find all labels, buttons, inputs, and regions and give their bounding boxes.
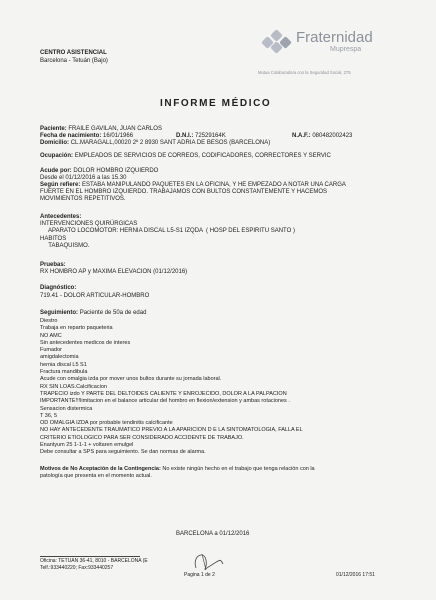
naf-value: 080482002423 <box>312 133 353 139</box>
followup-item: IMPORTANTE!!!limitacion en el balance articular del hombro en flexion/extension y ambas rotaciones . <box>40 398 290 405</box>
followup-item: NO AMC <box>40 332 62 339</box>
footer-divider <box>40 556 140 557</box>
brand-sub: Muprespa <box>330 46 362 53</box>
signature-icon <box>190 548 226 574</box>
address-value: CL.MARAGALL,00020 2º 2 8930 SANT ADRIA DE BESOS (BARCELONA) <box>70 140 271 146</box>
center-title: CENTRO ASISTENCIAL <box>40 50 107 56</box>
brand-name: Fraternidad <box>296 29 373 46</box>
followup-item: Fumador <box>40 347 63 354</box>
followup-item: Sin antecedentes medicos de interes <box>40 339 131 346</box>
occupation-value: EMPLEADOS DE SERVICIOS DE CORREOS, CODIFICADORES, CORRECTORES Y SERVIC <box>74 153 331 159</box>
followup-item: Trabaja en reparto paqueteria <box>40 325 113 332</box>
followup-item: Debe consultar a SPS para seguimiento. Se dan normas de alarma. <box>40 449 206 456</box>
patient-name: FRAILE GAVILAN, JUAN CARLOS <box>68 126 162 132</box>
motive-text-2: patología que presenta en el momento actual. <box>40 473 152 479</box>
footer-office: Oficina: TETUAN 36-41, 8010 - BARCELONA (E <box>40 558 148 564</box>
patient-label: Paciente: <box>40 126 67 132</box>
followup-item: Acude con omalgia izda por mover unos bultos durante su jornada laboral. <box>40 376 222 383</box>
occupation-line <box>40 153 331 160</box>
followup-item: OD OMALGIA IZDA por probable tendinitis calcificante <box>40 420 173 427</box>
refers-text-3: MOVIMIENTOS REPETITIVOS. <box>40 196 126 202</box>
followup-item: RX SIN LOAS.Calcificacion <box>40 383 107 390</box>
antecedent-item: INTERVENCIONES QUIRÚRGICAS <box>40 221 138 227</box>
dni-label: D.N.I.: <box>176 133 194 139</box>
birth-label: Fecha de nacimiento: <box>40 133 102 139</box>
antecedent-item: TABAQUISMO. <box>40 243 90 250</box>
refers-label: Según refiere: <box>40 182 81 188</box>
naf-line <box>292 133 352 140</box>
motive-line <box>40 466 315 473</box>
antecedent-item: APARATO LOCOMOTOR: HERNIA DISCAL L5-S1 IZQDA ( HOSP DEL ESPIRITU SANTO ) <box>40 228 295 235</box>
followup-item: CRITERIO ETIOLOGICO PARA SER CONSIDERADO ACCIDENTE DE TRABAJO. <box>40 434 244 441</box>
antecedents-label: Antecedentes: <box>40 214 82 220</box>
motive-text-1: No existe ningún hecho en el trabajo que tenga relación con la <box>162 466 315 472</box>
antecedents-list <box>40 221 295 251</box>
reason-value: DOLOR HOMBRO IZQUIERDO <box>73 168 159 174</box>
occupation-label: Ocupación: <box>40 153 74 159</box>
followup-label: Seguimiento: <box>40 310 79 316</box>
since-value: Desde el 01/12/2016 a las 15.30 <box>40 175 127 181</box>
followup-item: Sensacion distermica <box>40 405 93 412</box>
reason-label: Acude por: <box>40 168 72 174</box>
mutua-line: Mutua Colaboradora con la Seguridad Social, 275 <box>258 70 351 75</box>
followup-line <box>40 310 146 317</box>
motive-label: Motivos de No Aceptación de la Contingencia: <box>40 466 161 472</box>
footer-page: Pagina 1 de 2 <box>184 572 215 578</box>
followup-item: NO HAY ANTECEDENTE TRAUMATICO PREVIO A LA APARICION D E LA SINTOMATOLOGIA, FALLA EL <box>40 427 303 434</box>
footer-datetime: 01/12/2016 17:51 <box>336 572 375 578</box>
signoff-date: BARCELONA a 01/12/2016 <box>176 531 250 537</box>
followup-item: amigdalectomia <box>40 354 79 361</box>
tests-value: RX HOMBRO AP y MAXIMA ELEVACION (01/12/2016) <box>40 269 188 275</box>
followup-item: Fractura mandibula <box>40 369 88 376</box>
diagnosis-value: 719.41 - DOLOR ARTICULAR-HOMBRO <box>40 293 150 299</box>
address-label: Domicilio: <box>40 140 70 146</box>
address-line <box>40 140 270 147</box>
followup-item: Enantyum 25 1-1-1 + voltaren emulgel <box>40 442 134 449</box>
refers-text-1: ESTABA MANIPULANDO PAQUETES EN LA OFICINA, Y HE EMPEZADO A NOTAR UNA CARGA <box>82 182 346 188</box>
dni-value: 72529164K <box>195 133 226 139</box>
followup-item: Diestro <box>40 318 58 324</box>
antecedent-item: HABITOS <box>40 235 67 242</box>
diagnosis-label: Diagnóstico: <box>40 285 77 291</box>
followup-item: TRAPECIO izdo Y PARTE DEL DELTOIDES CALIENTE Y ENROJECIDO, DOLOR A LA PALPACION <box>40 390 287 397</box>
followup-first: Paciente de 50a de edad <box>79 310 147 316</box>
refers-text-2: FUERTE EN EL HOMBRO IZQUIERDO. TRABAJAMOS CON BULTOS CONSTANTEMENTE Y HACEMOS <box>40 189 328 195</box>
naf-label: N.A.F.: <box>292 133 311 139</box>
followup-item: hernia discal L5 S1 <box>40 361 87 368</box>
birth-value: 16/01/1966 <box>103 133 134 139</box>
followup-list <box>40 318 303 457</box>
tests-label: Pruebas: <box>40 262 66 268</box>
fraternidad-logo-icon <box>262 30 292 54</box>
followup-item: T 36, 5 <box>40 412 58 419</box>
center-location: Barcelona - Tetuán (Bajo) <box>40 58 108 64</box>
page-title: INFORME MÉDICO <box>160 98 272 109</box>
footer-phones: Telf.:933440220; Fax:933440257 <box>40 565 114 571</box>
